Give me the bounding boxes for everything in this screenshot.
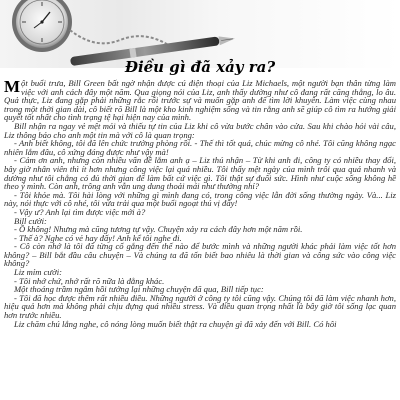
paragraph: - Vậy ư? Anh lại tìm được việc mới à? xyxy=(14,206,146,217)
paragraph: Bill cười: xyxy=(14,215,47,226)
paragraph: - Tôi nhớ chứ, nhớ rất rõ nữa là đằng khác. xyxy=(14,275,165,286)
paragraph: - Anh biết không, tôi đã lên chức trưởng phòng rồi. - Thế thì tốt quá, chúc mừng cô nhé. Tôi cũng không ngạc nhiên lắm đâu, cô xứng đáng được như vậy mà! xyxy=(4,138,396,157)
article-body xyxy=(4,79,396,328)
paragraph: - Ồ không! Nhưng mà cũng tương tự vậy. Chuyện xảy ra cách đây hơn một năm rồi. xyxy=(14,224,303,235)
paragraph xyxy=(4,79,396,122)
paragraph: Liz chăm chú lắng nghe, cô nóng lòng muốn biết thật ra chuyện gì đã xảy đến với Bill. Có hôi xyxy=(14,318,337,329)
paragraph: Bill nhận ra ngay vẻ mệt mỏi và thiếu tự tin của Liz khi cô vừa bước chân vào cửa. Sau khi chào hỏi vài câu, Liz thông báo cho anh một tin mà với cô là quan trọng: xyxy=(4,120,396,140)
paragraph: - Cảm ơn anh, nhưng còn nhiều vấn đề lắm anh ạ – Liz thú nhận – Từ khi anh đi, công ty có nhiều thay đổi, bây giờ nhân viên thì ít hơn nhưng công việc lại quá nhiều. Tôi thấy mệt ngày của mình trôi qua quá nhanh và dường như tôi chẳng có đủ thời gian để làm bất cứ việc gì. Tôi thật sự đuối sức. Hình như cuộc sống không hề theo ý mình. Còn anh, trông anh vẫn ung dung thoải mái như thường nhỉ? xyxy=(4,155,396,192)
paragraph: Liz mỉm cười: xyxy=(14,267,62,278)
paragraph: - Tôi khỏe mà. Tôi hài lòng với những gì mình đang có, trong công việc lẫn đời sống thường ngày. Và... Liz này, nói thực với cô nhé, tôi vừa trải qua một buổi ngoạt thú vị đấy! xyxy=(4,189,396,209)
article-title: Điều gì đã xảy ra? xyxy=(124,58,276,76)
paragraph: Một thoáng trầm ngâm hồi tưởng lại những chuyện đã qua, Bill tiếp tục: xyxy=(14,284,264,295)
drop-cap: M xyxy=(4,77,21,96)
paragraph-text: ột buổi trưa, Bill Green bất ngờ nhận được cú điện thoại của Liz Michaels, một người bạn thân từng làm việc với anh cách đây một năm. Qua giọng nói của Liz, anh thấy dường như cô đang rất căng thẳng, lo âu. Quả thực, Liz đang gặp phải những rắc rối trước sự và muốn gặp anh để tìm lời khuyên. Làm việc cùng nhau trong một thời gian dài, cô biết rõ Bill là một kho kinh nghiệm sống và tin rằng anh sẽ giúp cô tìm ra hướng giải quyết tốt nhất cho tình trạng tệ hại hiện nay của mình. xyxy=(4,78,396,123)
paragraph: - Thế à? Nghe có vẻ hay đấy! Anh kể tôi nghe đi. xyxy=(14,232,182,243)
paragraph: - Cô còn nhớ là tôi đã từng cố gắng đến thế nào để bước mình và những người khác phải làm việc tốt hơn không? – Bill bắt đầu câu chuyện – Và chúng ta đã tốn biết bao nhiêu là thời gian và công sức vào công việc không? xyxy=(4,241,396,269)
paragraph: - Tôi đã học được thêm rất nhiều điều. Những người ở công ty tôi cũng vậy. Chúng tôi đã làm việc nhanh hơn, hiệu quả hơn mà không phải chịu đựng quá nhiều stress. Và điều quan trọng nhất là bây giờ tôi sống lạc quan hơn trước nhiều. xyxy=(4,292,396,321)
